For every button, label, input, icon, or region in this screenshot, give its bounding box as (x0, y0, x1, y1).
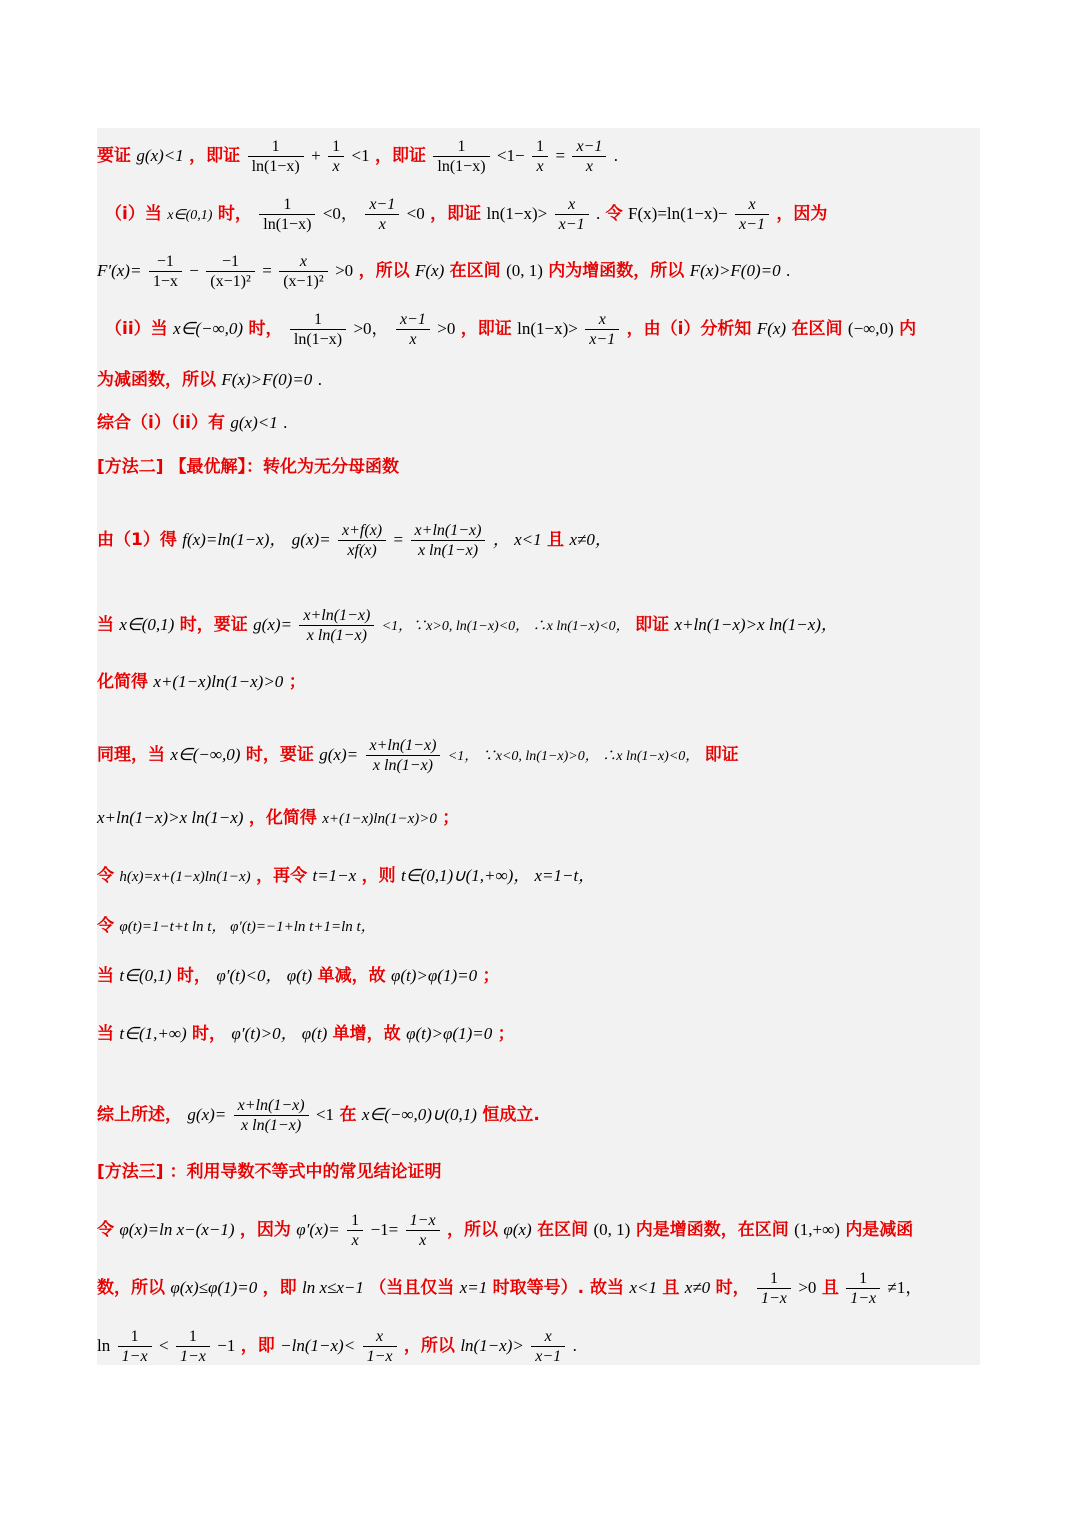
line-21 (97, 1327, 577, 1366)
text: 单减，故 (317, 966, 386, 986)
math: (0, 1) (506, 261, 543, 280)
text: ，即证 (189, 146, 241, 166)
line-1 (97, 137, 618, 176)
math: = (555, 146, 566, 165)
math: (−∞,0) (847, 319, 894, 338)
fraction: $\frac{x}{x-1}$ (555, 195, 589, 234)
text: 时， (217, 204, 252, 224)
math: (0, 1) (593, 1220, 631, 1239)
fraction: $\frac{1}{1-x}$ (118, 1327, 152, 1366)
math: <1 (351, 146, 370, 165)
text: ； (497, 1024, 515, 1044)
fraction: $\frac{1}{x}$ (347, 1211, 363, 1250)
line-8 (97, 521, 612, 560)
math: x<1 (629, 1278, 657, 1297)
text: 在 (339, 1105, 357, 1125)
line-19 (97, 1211, 913, 1250)
text: 即证 (704, 745, 739, 765)
text: 内是减函 (845, 1220, 914, 1240)
text: 时， (248, 319, 283, 339)
math: ln (97, 1336, 111, 1355)
math: >0 (335, 261, 354, 280)
text: 在区间 (791, 319, 843, 339)
math: ln(1−x)> (486, 204, 548, 223)
fraction: $\frac{-1}{1-x}$ (149, 252, 182, 291)
math: x+(1−x)ln(1−x)>0 (153, 672, 284, 691)
fraction: $\frac{x-1}{x}$ (365, 195, 399, 234)
math: <0， (322, 204, 358, 223)
line-5 (97, 370, 322, 390)
text: 内是增函数，在区间 (635, 1220, 789, 1240)
math: + (311, 146, 321, 165)
math: ln x≤x−1 (302, 1278, 364, 1297)
text: 当 (97, 615, 114, 635)
math: t∈(0,1)∪(1,+∞)， x=1−t， (401, 866, 596, 885)
fraction: $\frac{x}{\text{(x−1)²}}$ (279, 252, 327, 291)
math: <0 (406, 204, 425, 223)
line-16 (97, 1024, 515, 1044)
math: ln(1−x)> (517, 319, 578, 338)
line-4 (105, 310, 916, 349)
math: x+ln(1−x)>x ln(1−x)， (674, 615, 838, 634)
math: t=1−x (312, 866, 357, 885)
line-17 (97, 1096, 540, 1135)
fraction: $\frac{x+\ln(1-x)}{\text{x ln(1−x)}}$ (366, 736, 441, 775)
fraction: $\frac{x}{x-1}$ (531, 1327, 565, 1366)
line-11 (97, 736, 739, 775)
math: h(x)=x+(1−x)ln(1−x) (119, 869, 251, 885)
text: 令 (97, 866, 114, 886)
math: F(x) (414, 261, 445, 280)
text: （i）当 (105, 204, 162, 224)
text: ； (442, 808, 460, 828)
text: 化简得 (97, 672, 148, 692)
text: 时， (176, 966, 211, 986)
fraction: $\frac{x+\ln(1-x)}{\text{x ln(1−x)}}$ (299, 606, 374, 645)
text: 时，要证 (245, 745, 314, 765)
text: 当 (97, 966, 114, 986)
math: φ′(x)= (296, 1220, 340, 1239)
text: 时，要证 (179, 615, 248, 635)
method-three-heading: [方法三] ：利用导数不等式中的常见结论证明 (97, 1162, 442, 1182)
text: 且 (547, 530, 565, 550)
math: = (393, 530, 404, 549)
math: . (786, 261, 791, 280)
math: g(x)<1 (230, 413, 278, 432)
text: 在区间 (537, 1220, 589, 1240)
math: −1= (370, 1220, 399, 1239)
text: ； (288, 672, 306, 692)
math: . (572, 1336, 577, 1355)
fraction: $\frac{1}{1-x}$ (176, 1327, 210, 1366)
fraction: $\frac{1}{1-x}$ (846, 1269, 880, 1308)
text: 单增，故 (332, 1024, 401, 1044)
fraction: $\frac{x+\ln(1-x)}{\text{x ln(1−x)}}$ (234, 1096, 309, 1135)
text: ，所以 (403, 1336, 455, 1356)
math: g(x)= (187, 1105, 227, 1124)
math: . (283, 413, 288, 432)
fraction: $\frac{x-1}{x}$ (572, 137, 606, 176)
text: （ii）当 (105, 319, 168, 339)
text: ，即 (240, 1336, 275, 1356)
text: 综合（i）（ii）有 (97, 413, 225, 433)
math: φ(t)>φ(1)=0 (406, 1024, 493, 1043)
math: <1 (315, 1105, 335, 1124)
line-12 (97, 808, 459, 829)
math: t∈(0,1) (119, 966, 172, 985)
math: φ(x)=ln x−(x−1) (119, 1220, 235, 1239)
text: 即证 (635, 615, 670, 635)
math: g(x)<1 (136, 146, 184, 165)
math: x≠0， (569, 530, 612, 549)
math: g(x)= (291, 530, 331, 549)
math: −1 (217, 1336, 236, 1355)
math: g(x)= (319, 745, 359, 764)
math: ， x<1 (492, 530, 542, 549)
text: 由（1）得 (97, 530, 177, 550)
line-10 (97, 672, 306, 692)
text: 且 (821, 1278, 839, 1298)
math: g(x)= (253, 615, 292, 634)
math: f(x)=ln(1−x)， (182, 530, 287, 549)
text: 时取等号）. 故当 (492, 1278, 625, 1298)
line-6 (97, 413, 287, 433)
math: (1,+∞) (794, 1220, 840, 1239)
text: 内为增函数，所以 (548, 261, 685, 281)
math: >0 (437, 319, 456, 338)
math: ≠1， (887, 1278, 923, 1297)
math: F(x)=ln(1−x)− (628, 204, 728, 223)
fraction: $\frac{-1}{\text{(x−1)²}}$ (206, 252, 254, 291)
line-14 (97, 916, 376, 937)
text: 数，所以 (97, 1278, 165, 1298)
math: x∈(0,1) (119, 615, 175, 634)
fraction: $\frac{1}{x}$ (328, 137, 344, 176)
math: <1，∵x>0, ln(1−x)<0， ∴x ln(1−x)<0， (381, 619, 630, 634)
text: ，因为 (239, 1220, 291, 1240)
line-3 (97, 252, 790, 291)
text: 综上所述， (97, 1105, 182, 1125)
text: 时， (715, 1278, 750, 1298)
math: φ′(t)<0， φ(t) (216, 966, 313, 985)
fraction: $\frac{1}{\ln(1-x)}$ (290, 310, 346, 349)
text: 令 (97, 916, 114, 936)
text: ，由（i）分析知 (626, 319, 752, 339)
text: 且 (662, 1278, 680, 1298)
math: x∈(−∞,0) (170, 745, 241, 764)
math: φ(t)=1−t+t ln t， φ′(t)=−1+ln t+1=ln t， (119, 919, 376, 935)
line-2 (105, 195, 827, 234)
fraction: $\frac{1}{x}$ (532, 137, 548, 176)
math: . (613, 146, 618, 165)
fraction: $\frac{x}{x-1}$ (585, 310, 619, 349)
fraction: $\frac{x+\ln(1-x)}{\text{x ln(1−x)}}$ (411, 521, 486, 560)
text: 内 (899, 319, 917, 339)
math: . (317, 370, 322, 389)
text: 在区间 (449, 261, 501, 281)
fraction: $\frac{x}{1-x}$ (363, 1327, 397, 1366)
text: 为减函数，所以 (97, 370, 216, 390)
text: ，即证 (430, 204, 482, 224)
math: φ(x) (503, 1220, 532, 1239)
fraction: $\frac{1}{1-x}$ (757, 1269, 791, 1308)
fraction: $\frac{1-x}{x}$ (406, 1211, 440, 1250)
math: −ln(1−x)< (280, 1336, 356, 1355)
math: t∈(1,+∞) (119, 1024, 187, 1043)
math: x∈(0,1) (167, 208, 213, 223)
text: 恒成立. (482, 1105, 540, 1125)
text: ，则 (361, 866, 396, 886)
math: . (595, 204, 601, 223)
text: ，因为 (776, 204, 828, 224)
text: 时， (192, 1024, 227, 1044)
fraction: $\frac{1}{\ln(1-x)}$ (259, 195, 315, 234)
text: 令 (97, 1220, 114, 1240)
fraction: $\frac{x+f(x)}{xf(x)}$ (338, 521, 386, 560)
text: 同理，当 (97, 745, 165, 765)
text: ； (482, 966, 500, 986)
text: 令 (605, 204, 623, 224)
text: 当 (97, 1024, 114, 1044)
text: （当且仅当 (369, 1278, 455, 1298)
math: <1− (496, 146, 525, 165)
math: x+(1−x)ln(1−x)>0 (322, 811, 437, 827)
text: ，化简得 (248, 808, 317, 828)
math: >0， (353, 319, 389, 338)
line-15 (97, 966, 500, 986)
math: < (158, 1336, 169, 1355)
math: x+ln(1−x)>x ln(1−x) (97, 808, 244, 827)
math: = (262, 261, 272, 280)
math: x=1 (459, 1278, 488, 1297)
fraction: $\frac{1}{\ln(1-x)}$ (433, 137, 489, 176)
text: ，所以 (358, 261, 410, 281)
text: ，即证 (375, 146, 426, 166)
math: φ′(t)>0， φ(t) (231, 1024, 328, 1043)
math: F′(x)= (97, 261, 142, 280)
method-two-heading: [方法二] 【最优解】：转化为无分母函数 (97, 457, 399, 477)
math: x≠0 (684, 1278, 711, 1297)
math: <1， ∵x<0, ln(1−x)>0， ∴x ln(1−x)<0， (447, 749, 700, 764)
line-13 (97, 866, 595, 887)
math: φ(t)>φ(1)=0 (390, 966, 478, 985)
math: x∈(−∞,0)∪(0,1) (361, 1105, 477, 1124)
fraction: $\frac{x}{x-1}$ (735, 195, 769, 234)
text: ，所以 (446, 1220, 498, 1240)
math: F(x) (756, 319, 787, 338)
text: ，即 (262, 1278, 297, 1298)
math: >0 (798, 1278, 817, 1297)
line-20 (97, 1269, 922, 1308)
math: − (189, 261, 199, 280)
text: ，即证 (460, 319, 512, 339)
text: ，再令 (256, 866, 308, 886)
math: ln(1−x)> (460, 1336, 524, 1355)
math: F(x)>F(0)=0 (221, 370, 313, 389)
text: 要证 (97, 146, 131, 166)
fraction: $\frac{1}{\ln(1-x)}$ (248, 137, 304, 176)
math: φ(x)≤φ(1)=0 (170, 1278, 258, 1297)
math: x∈(−∞,0) (173, 319, 244, 338)
math: F(x)>F(0)=0 (689, 261, 781, 280)
fraction: $\frac{x-1}{x}$ (396, 310, 430, 349)
line-9 (97, 606, 838, 645)
